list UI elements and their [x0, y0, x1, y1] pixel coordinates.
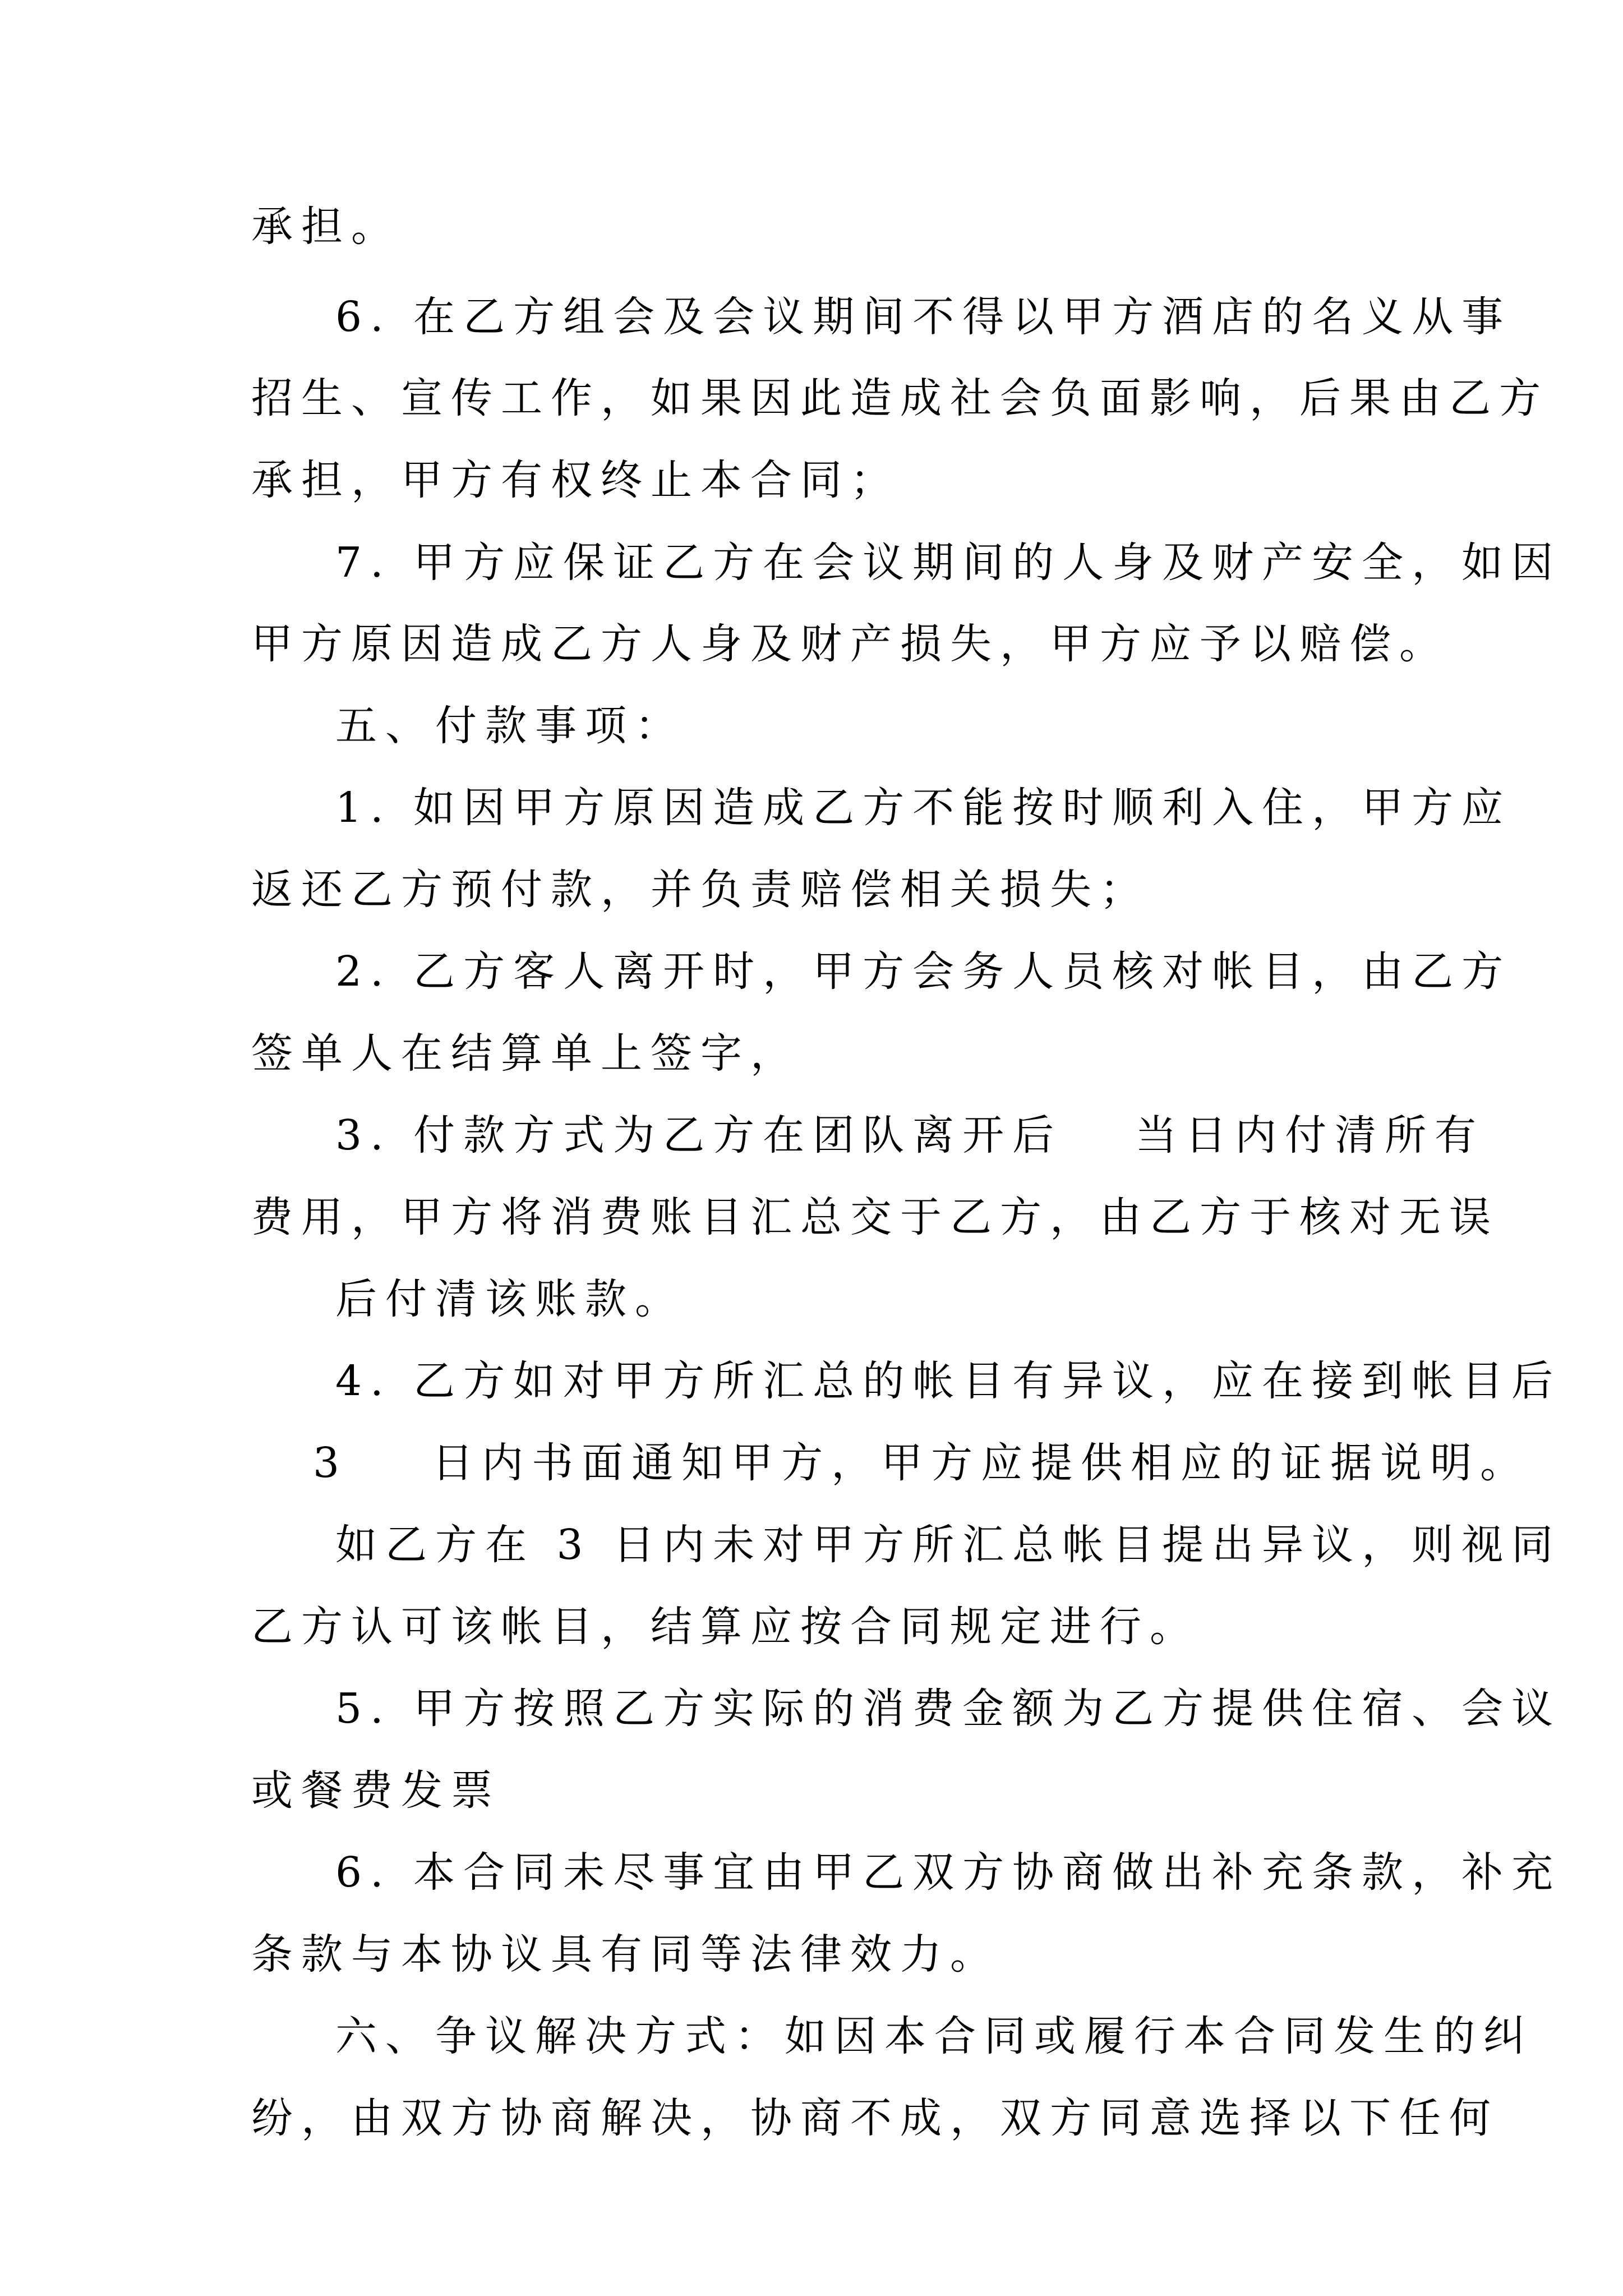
text-line [313, 1432, 1530, 1494]
text-line: 后付清该账款。 [335, 1275, 685, 1323]
text-line: 4. 乙方如对甲方所汇总的帐目有异议，应在接到帐目后 [335, 1357, 1562, 1405]
text-line: 或餐费发票 [251, 1766, 501, 1815]
text-line: 1. 如因甲方原因造成乙方不能按时顺利入住，甲方应 [335, 784, 1512, 832]
text-line: 6. 本合同未尽事宜由甲乙双方协商做出补充条款，补充 [335, 1848, 1562, 1897]
text-line: 5. 甲方按照乙方实际的消费金额为乙方提供住宿、会议 [335, 1685, 1562, 1733]
text-line: 招生、宣传工作，如果因此造成社会负面影响，后果由乙方 [251, 374, 1549, 422]
text-line: 签单人在结算单上签字， [251, 1029, 800, 1078]
text-segment: 当日内付清所有 [1135, 1111, 1485, 1159]
text-line [335, 1104, 1484, 1167]
text-line: 如乙方在 3 日内未对甲方所汇总帐目提出异议，则视同 [335, 1521, 1562, 1569]
text-segment: 3 [313, 1439, 348, 1487]
text-line: 六、争议解决方式：如因本合同或履行本合同发生的纠 [335, 2012, 1533, 2060]
text-segment: 日内书面通知甲方，甲方应提供相应的证据说明。 [432, 1439, 1530, 1487]
text-line: 6. 在乙方组会及会议期间不得以甲方酒店的名义从事 [335, 293, 1512, 341]
text-line: 乙方认可该帐目，结算应按合同规定进行。 [251, 1603, 1200, 1651]
text-line: 甲方原因造成乙方人身及财产损失，甲方应予以赔偿。 [251, 620, 1449, 668]
text-segment: 3. 付款方式为乙方在团队离开后 [335, 1111, 1063, 1159]
text-line: 2. 乙方客人离开时，甲方会务人员核对帐目，由乙方 [335, 947, 1512, 996]
section-heading: 五、付款事项： [335, 702, 685, 750]
text-line: 纷，由双方协商解决，协商不成，双方同意选择以下任何 [251, 2094, 1499, 2142]
text-line: 条款与本协议具有同等法律效力。 [251, 1930, 1000, 1978]
text-line: 7. 甲方应保证乙方在会议期间的人身及财产安全，如因 [335, 539, 1562, 587]
text-line: 费用，甲方将消费账目汇总交于乙方，由乙方于核对无误 [251, 1193, 1499, 1241]
text-line: 承担，甲方有权终止本合同； [251, 456, 900, 504]
text-line: 承担。 [251, 203, 401, 251]
text-line: 返还乙方预付款，并负责赔偿相关损失； [251, 866, 1150, 914]
